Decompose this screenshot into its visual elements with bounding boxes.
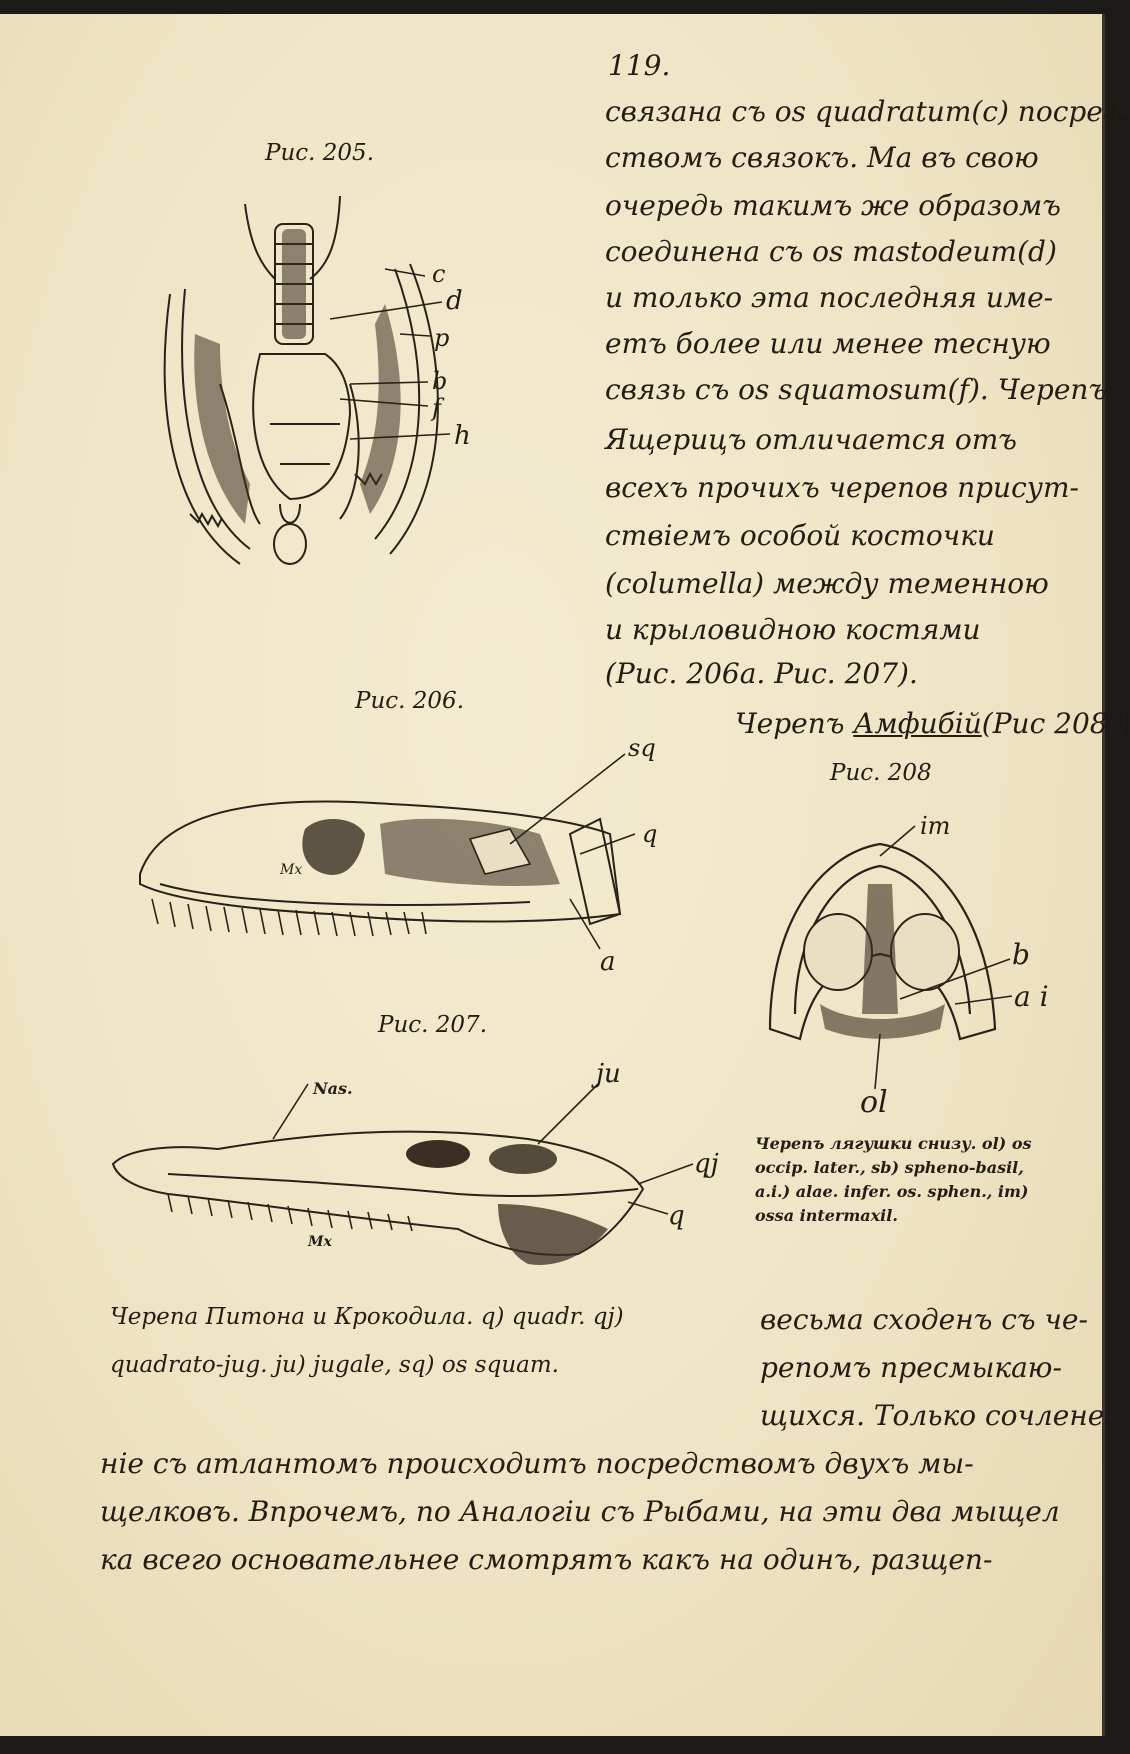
fig206-python-skull-drawing [130,734,690,984]
fig205-label-d: d [446,286,463,316]
fig207-caption-line: quadrato-jug. ju) jugale, sq) os squam. [110,1352,559,1378]
manuscript-page [0,14,1130,1736]
text-line: ствіемъ особой косточки [605,519,995,552]
fig207-label-qj: qj [694,1149,719,1179]
text-line: Ящерицъ отличается отъ [605,423,1017,456]
fig207-caption: Рис. 207. [378,1012,488,1038]
text-line: (Рис. 206a. Рис. 207). [605,657,918,690]
text-line: соединена съ os mastodeum(d) [605,235,1057,268]
fig207-bone-label-mx: Mx [308,1234,332,1250]
fig207-crocodile-skull-drawing [108,1054,719,1284]
text-line: щихся. Только сочлене- [760,1399,1114,1432]
text-line: весьма сходенъ съ че- [760,1303,1088,1336]
text-line: (columella) между теменною [605,567,1049,600]
text-line: етъ более или менее тесную [605,327,1051,360]
text-line: всехъ прочихъ черепов присут- [605,471,1080,504]
fig207-caption-line: Черепа Питона и Крокодила. q) quadr. qj) [110,1304,624,1330]
text-line: связана съ os quadratum(c) посред- [605,95,1130,128]
fig208-caption-line: occip. later., sb) spheno-basil, [755,1158,1024,1177]
fig208-caption-line: Черепъ лягушки снизу. ol) os [755,1134,1032,1153]
fig205-lizard-skull-drawing [150,184,560,604]
fig207-label-ju: ju [596,1059,621,1089]
fig208-label-b: b [1012,938,1030,971]
text-line: репомъ пресмыкаю- [760,1351,1062,1384]
fig205-caption: Рис. 205. [265,140,375,166]
fig205-label-p: p [434,324,450,352]
fig206-label-sq: sq [628,734,656,762]
fig208-frog-skull-drawing [750,812,1080,1120]
text-line: очередь такимъ же образомъ [605,189,1061,222]
text-line: ка всего основательнее смотрятъ какъ на одинъ, разщеп- [100,1543,993,1576]
fig208-caption-line: a.i.) alae. infer. os. sphen., im) [755,1182,1029,1201]
text-line: и только эта последняя име- [605,281,1054,314]
fig207-label-q: q [668,1201,685,1231]
fig208-label-ai: a i [1014,980,1049,1013]
text-line: щелковъ. Впрочемъ, по Аналогіи съ Рыбами, на эти два мыщел [100,1495,1060,1528]
fig206-label-a: a [600,947,616,977]
fig205-label-b: b [432,367,448,395]
fig208-label-im: im [920,812,951,840]
fig205-label-c: c [432,260,446,288]
fig206-caption: Рис. 206. [355,688,465,714]
fig206-label-q: q [642,820,658,848]
text-line: и крыловидною костями [605,613,981,646]
fig205-label-h: h [454,421,471,451]
text-line: ствомъ связокъ. Ma въ свою [605,141,1039,174]
page-number: 119. [608,49,671,82]
amphibian-heading [735,707,1128,740]
fig208-label-ol: ol [860,1085,888,1120]
amphibian-heading-prefix: Черепъ [735,707,854,740]
fig205-label-f: f [432,394,441,422]
text-line: ніе съ атлантомъ происходитъ посредствомъ двухъ мы- [100,1447,974,1480]
amphibian-heading-suffix: (Рис 208.) [981,707,1128,740]
fig208-caption-line: ossa intermaxil. [755,1206,898,1225]
text-line: связь съ os squamosum(f). Черепъ [605,373,1108,406]
fig206-bone-label-mx: Mx [280,862,303,878]
fig207-bone-label-nas: Nas. [313,1079,353,1098]
fig208-caption: Рис. 208 [830,760,932,786]
amphibian-heading-underlined: Амфибій [853,707,982,740]
